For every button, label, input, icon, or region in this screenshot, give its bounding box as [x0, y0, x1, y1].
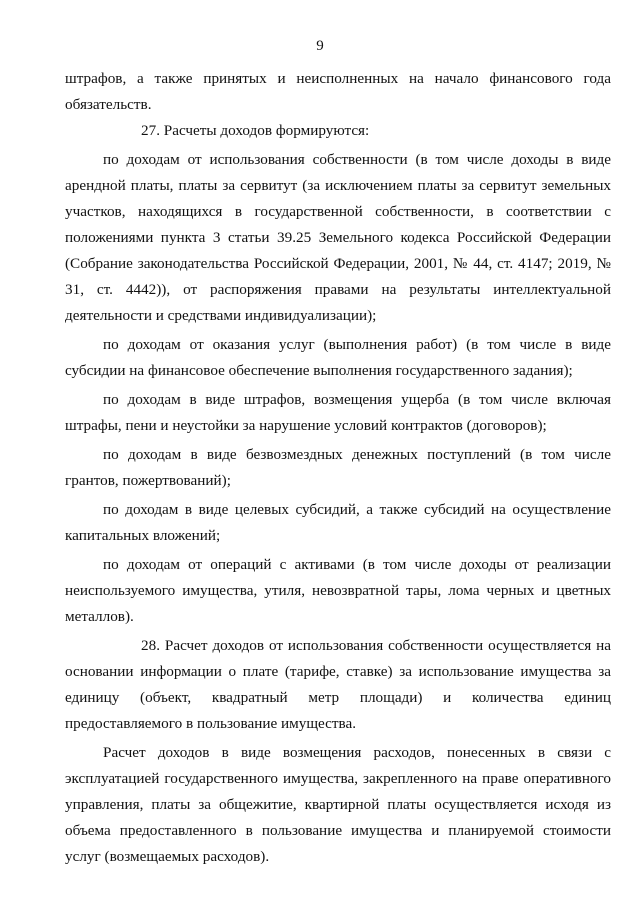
paragraph-services-income: по доходам от оказания услуг (выполнения работ) (в том числе в виде субсидии на финансовое обеспечение выполнения государственного задания);	[65, 336, 611, 379]
item-number-28: 28.	[141, 637, 160, 654]
paragraph-item-27	[65, 118, 611, 144]
item-28-text: Расчет доходов от использования собственности осуществляется на основании информации о плате (тарифе, ставке) за использование имущества за единицу (объект, квадратный метр площади) и количества единиц предоставляемого в пользование имущества.	[65, 637, 612, 732]
item-27-text: Расчеты доходов формируются:	[163, 122, 370, 139]
document-body	[65, 66, 611, 870]
paragraph-continuation: штрафов, а также принятых и неисполненных на начало финансового года обязательств.	[65, 70, 611, 113]
paragraph-expense-reimbursement: Расчет доходов в виде возмещения расходов, понесенных в связи с эксплуатацией государственного имущества, закрепленного на праве оперативного управления, платы за общежитие, квартирной платы осуществляется исходя из объема предоставленного в пользование имущества и планируемой стоимости услуг (возмещаемых расходов).	[65, 744, 611, 865]
paragraph-assets-income: по доходам от операций с активами (в том числе доходы от реализации неиспользуемого имущества, утиля, невозвратной тары, лома черных и цветных металлов).	[65, 556, 611, 625]
page-number: 9	[316, 38, 324, 54]
paragraph-property-income: по доходам от использования собственности (в том числе доходы в виде арендной платы, платы за сервитут (за исключением платы за сервитут земельных участков, находящихся в государственной собственности, в соответствии с положениями пункта 3 статьи 39.25 Земельного кодекса Российской Федерации (Собрание законодательства Российской Федерации, 2001, № 44, ст. 4147; 2019, № 31, ст. 4442)), от распоряжения правами на результаты интеллектуальной деятельности и средствами индивидуализации);	[65, 151, 611, 324]
paragraph-subsidies-income: по доходам в виде целевых субсидий, а также субсидий на осуществление капитальных вложений;	[65, 501, 611, 544]
paragraph-fines-income: по доходам в виде штрафов, возмещения ущерба (в том числе включая штрафы, пени и неустойки за нарушение условий контрактов (договоров);	[65, 391, 611, 434]
paragraph-gratuitous-income: по доходам в виде безвозмездных денежных поступлений (в том числе грантов, пожертвований);	[65, 446, 611, 489]
paragraph-item-28	[65, 633, 611, 737]
item-number-27: 27.	[141, 122, 160, 139]
